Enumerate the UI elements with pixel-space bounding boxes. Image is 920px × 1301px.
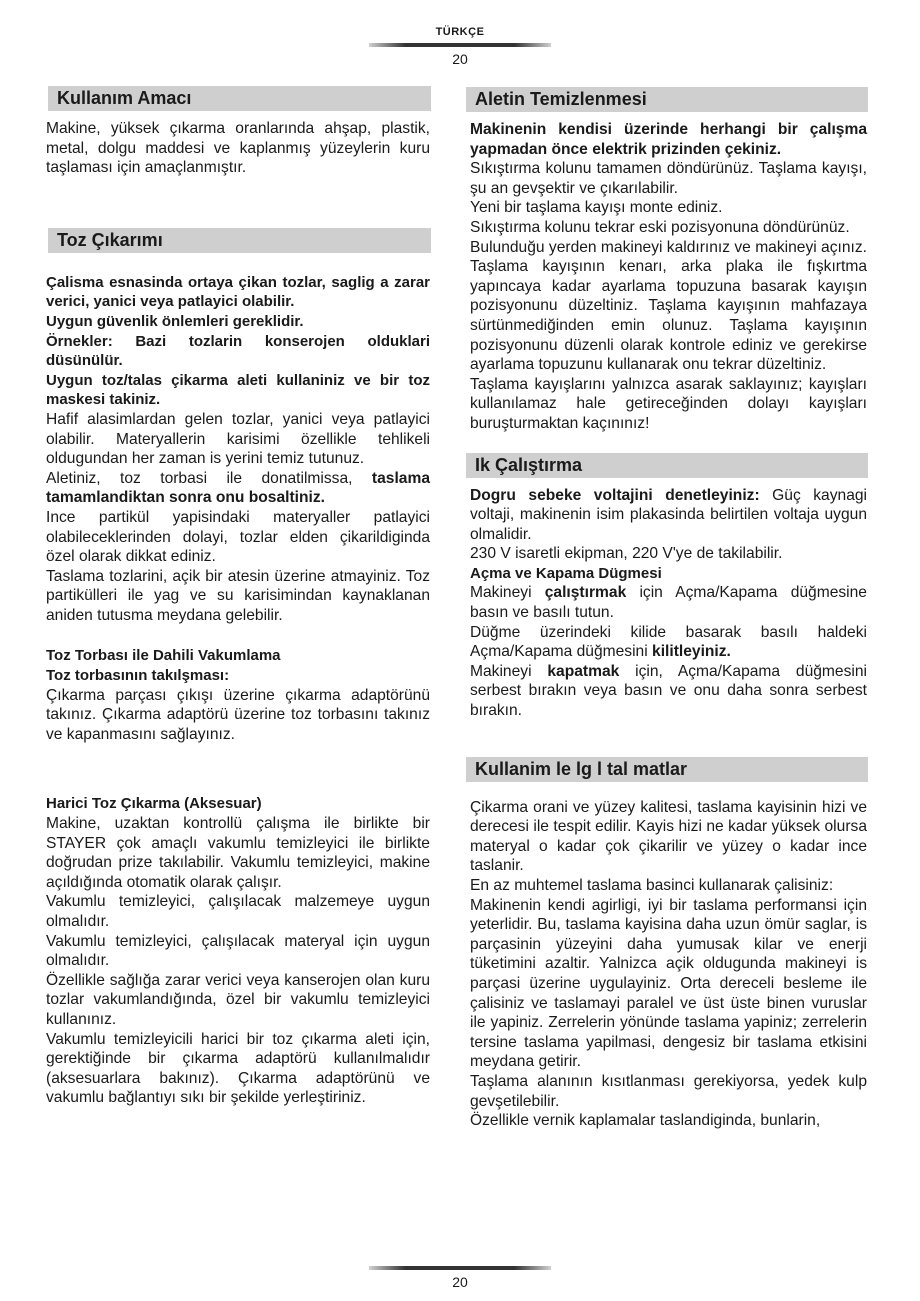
footer-rule (369, 1266, 551, 1270)
ipuclari-paragraph-1: Çikarma orani ve yüzey kalitesi, taslama kayisinin hizi ve derecesi ile tespit edilir. Kayis hizi ne kadar yüksek olursa materyal o kadar çok çikarilir ve yüzey o kadar ince taslanir. (470, 798, 867, 875)
heading-calistirma: Ik Çalıştırma (466, 453, 868, 478)
heading-kullanim-amaci: Kullanım Amacı (48, 86, 431, 111)
ipuclari-paragraph-5: Özellikle vernik kaplamalar taslandiginda, bunlarin, (470, 1112, 821, 1130)
temizlenme-paragraph-2: Yeni bir taşlama kayışı monte ediniz. (470, 199, 723, 217)
calistirma-paragraph-1-bold: Dogru sebeke voltajini denetleyiniz: (470, 486, 760, 504)
header-rule (369, 43, 551, 47)
footer-page-number: 20 (452, 1274, 468, 1290)
harici-paragraph-4: Özellikle sağlığa zarar verici veya kanserojen olan kuru tozlar vakumlandığında, özel bir vakumlu temizleyici kullanınız. (46, 971, 430, 1028)
kullanim-amaci-text: Makine, yüksek çıkarma oranlarında ahşap, plastik, metal, dolgu maddesi ve kaplanmış yüzeylerin kuru taşlaması için amaçlanmıştır. (46, 120, 430, 177)
temizlenme-paragraph-3: Sıkıştırma kolunu tekrar eski pozisyonuna döndürünüz. (470, 218, 850, 236)
harici-paragraph-5: Vakumlu temizleyicili harici bir toz çıkarma aleti için, gerektiğinde bir çıkarma adaptörü kullanılmalıdır (aksesuarlara bakınız). Çıkarma adaptörünü ve vakumlu bağlantıyı sıkı bir şekilde yerleştiriniz. (46, 1030, 430, 1107)
heading-toz-cikarimi: Toz Çıkarımı (48, 228, 431, 253)
heading-temizlenme: Aletin Temizlenmesi (466, 87, 868, 112)
switch-paragraph-1 (470, 583, 867, 622)
dust-paragraph-3: Ince partikül yapisindaki materyaller patlayici olabileceklerinden dolayi, tozlar elden çikarildiginda özel olarak dikkat ediniz. (46, 508, 430, 566)
switch-paragraph-1-a: Makineyi (470, 584, 545, 602)
temizlenme-paragraph-5: Taşlama kayışlarını yalnızca asarak saklayınız; kayışları kullanılamaz hale getireceğinden dolayı kayışları buruşturmaktan kaçınınız! (470, 375, 867, 432)
switch-paragraph-3-bold: kapatmak (547, 662, 620, 680)
warning-mask: Uygun toz/talas çikarma aleti kullaniniz ve bir toz maskesi takiniz. (46, 371, 430, 409)
dust-paragraph-4: Taslama tozlarini, açik bir atesin üzerine atmayiniz. Toz partikülleri ile yag ve su karisimindan kaynaklanan aniden tutusma meydana gelebilir. (46, 567, 430, 624)
harici-paragraph-3: Vakumlu temizleyici, çalışılacak materyal için uygun olmalıdır. (46, 932, 430, 970)
toz-torbasi-text: Çıkarma parçası çıkışı üzerine çıkarma adaptörünü takınız. Çıkarma adaptörü üzerine toz torbasını takınız ve kapanmasını sağlayınız. (46, 686, 430, 743)
dust-paragraph-2-bold: taslama tamamlandiktan sonra onu bosaltiniz. (46, 469, 430, 507)
right-column (470, 87, 867, 1131)
switch-paragraph-1-bold: çalıştırmak (544, 584, 627, 602)
heading-ipuclari: Kullanim le lg l tal matlar (466, 757, 868, 782)
subheading-toz-torbasi: Toz torbasının takılşması: (46, 667, 230, 685)
warning-dust: Çalisma esnasinda ortaya çikan tozlar, saglig a zarar verici, yanici veya patlayici olabilir. (46, 273, 430, 311)
language-label: TÜRKÇE (435, 26, 485, 38)
switch-paragraph-3-a: Makineyi (470, 662, 548, 680)
calistirma-paragraph-2: 230 V isaretli ekipman, 220 V'ye de takilabilir. (470, 545, 783, 563)
calistirma-paragraph-1-text: Güç kaynagi voltaji, makinenin isim plakasinda belirtilen voltaja uygun olmalidir. (470, 486, 867, 543)
switch-paragraph-3 (470, 662, 867, 721)
harici-paragraph-1: Makine, uzaktan kontrollü çalışma ile birlikte bir STAYER çok amaçlı vakumlu temizleyici ile birlikte doğrudan prize takılabilir. Vakumlu temizleyici, makine açıldığında otomatik olarak çalışır. (46, 815, 430, 891)
calistirma-paragraph-1 (470, 486, 867, 545)
temizlenme-warning: Makinenin kendisi üzerinde herhangi bir çalışma yapmadan önce elektrik prizinden çekiniz. (470, 121, 867, 158)
switch-paragraph-2-bold: kilitleyiniz. (652, 643, 731, 661)
heading-toz-torbasi: Toz Torbası ile Dahili Vakumlama (46, 647, 281, 665)
header-page-number: 20 (452, 51, 468, 67)
switch-paragraph-1-b: için Açma/Kapama düğmesine basın ve basılı tutun. (470, 584, 867, 622)
heading-harici: Harici Toz Çıkarma (Aksesuar) (46, 795, 262, 813)
warning-examples: Örnekler: Bazi tozlarin konserojen olduklari düsünülür. (46, 332, 430, 370)
temizlenme-paragraph-1: Sıkıştırma kolunu tamamen döndürünüz. Taşlama kayışı, şu an gevşektir ve çıkarılabilir. (470, 160, 867, 197)
switch-paragraph-3-b: için, Açma/Kapama düğmesini serbest bırakın veya basın ve onu daha sonra serbest bırakın. (470, 662, 867, 720)
ipuclari-paragraph-3: Makinenin kendi agirligi, iyi bir taslama performansi için yeterlidir. Bu, taslama kayisina daha uzun ömür saglar, is parçasinin yüzeyini daha yumusak kilar ve enerji tüketimini azaltir. Yalnizca açik oldugunda makineyi is parçasi üzerine uygulayiniz. Orta dereceli besleme ile çalisiniz ve taslamayi paralel ve üst üste binen vuruslar ile yapiniz. Zerrelerin yönünde taslama yapiniz; zerrelerin tersine taslama yapilmasi, dengesiz bir taslama etkisini meydana getirir. (470, 896, 867, 1071)
ipuclari-paragraph-4: Taşlama alanının kısıtlanması gerekiyorsa, yedek kulp gevşetilebilir. (470, 1072, 867, 1110)
left-column (46, 86, 430, 1108)
switch-paragraph-2-a: Düğme üzerindeki kilide basarak basılı haldeki Açma/Kapama düğmesini (470, 623, 867, 661)
temizlenme-paragraph-4: Bulunduğu yerden makineyi kaldırınız ve makineyi açınız. Taşlama kayışının kenarı, arka plaka ile fışkırtma yapıncaya kadar ayarlama topuzuna basarak kayışın pozisyonunu düzeltiniz. Taşlama kayışının mahfazaya sürtünmediğinden emin olunuz. Taşlama kayışının pozisyonunu düzenli olarak kontrole ediniz ve gerekirse ayarlama topuzunu kullanarak onu tekrar düzeltiniz. (470, 238, 867, 374)
ipuclari-paragraph-2: En az muhtemel taslama basinci kullanarak çalisiniz: (470, 877, 834, 894)
dust-paragraph-1: Hafif alasimlardan gelen tozlar, yanici veya patlayici olabilir. Materyallerin karisimi özellikle tehlikeli oldugundan her zaman is yerini temiz tutunuz. (46, 410, 430, 468)
warning-safety: Uygun güvenlik önlemleri gereklidir. (46, 312, 304, 330)
switch-heading: Açma ve Kapama Dügmesi (470, 564, 662, 582)
dust-paragraph-2 (46, 469, 430, 508)
harici-paragraph-2: Vakumlu temizleyici, çalışılacak malzemeye uygun olmalıdır. (46, 893, 430, 930)
dust-paragraph-2-text: Aletiniz, toz torbasi ile donatilmissa, (46, 469, 372, 487)
switch-paragraph-2 (470, 623, 867, 662)
